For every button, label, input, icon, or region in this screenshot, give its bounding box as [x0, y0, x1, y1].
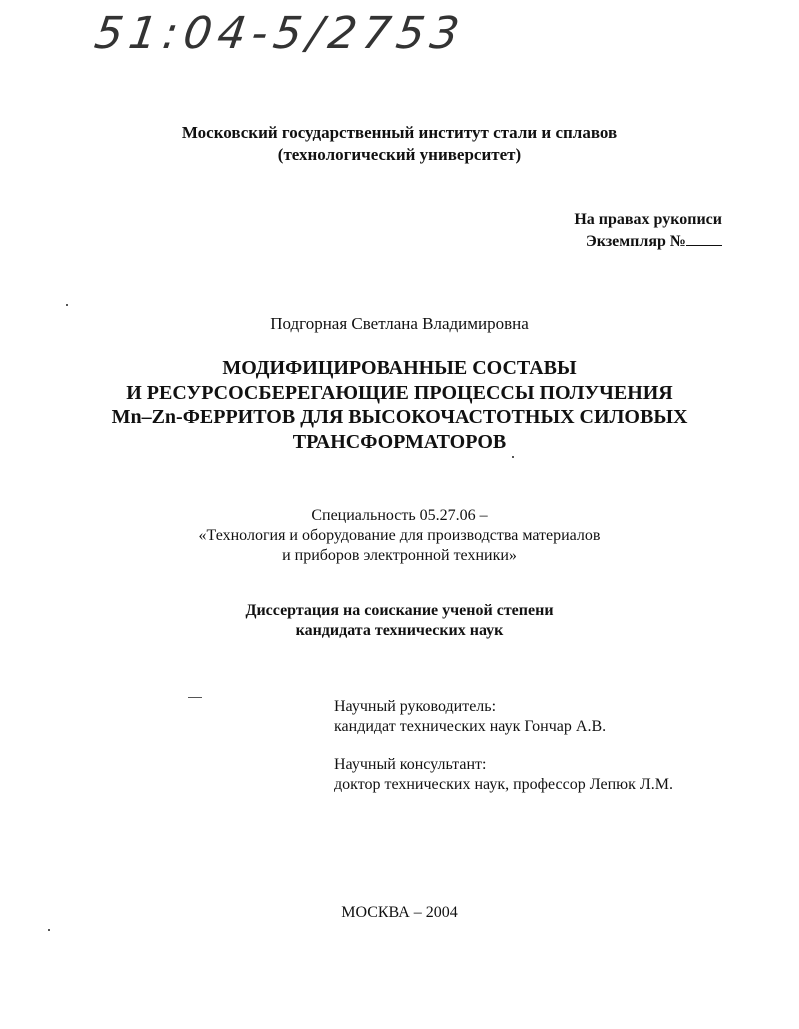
institute-name: [0, 122, 799, 166]
scan-speck: [188, 697, 202, 698]
title-line-4: ТРАНСФОРМАТОРОВ: [292, 430, 507, 453]
rights-line: На правах рукописи: [574, 211, 722, 228]
city-year: МОСКВА – 2004: [341, 904, 458, 921]
consultant-name: доктор технических наук, профессор Лепюк Л.М.: [334, 776, 673, 793]
degree-line-1: Диссертация на соискание ученой степени: [245, 602, 554, 619]
title-line-3: Mn–Zn-ФЕРРИТОВ ДЛЯ ВЫСОКОЧАСТОТНЫХ СИЛОВЫХ: [111, 406, 688, 428]
copy-number-line: [574, 231, 722, 253]
author-name: Подгорная Светлана Владимировна: [270, 314, 529, 333]
specialty-line-3: и приборов электронной техники»: [282, 547, 517, 564]
institute-line-2: (технологический университет): [277, 145, 522, 164]
specialty-line-1: Специальность 05.27.06 –: [311, 507, 488, 524]
dissertation-title: [0, 356, 799, 454]
title-line-1: МОДИФИЦИРОВАННЫЕ СОСТАВЫ: [222, 357, 577, 379]
specialty-line-2: «Технология и оборудование для производства материалов: [198, 527, 601, 544]
degree-line-2: кандидата технических наук: [295, 622, 504, 639]
degree-block: [0, 601, 799, 641]
supervisor-block: [334, 697, 606, 737]
scan-speck: [48, 929, 50, 931]
supervisor-name: кандидат технических наук Гончар А.В.: [334, 718, 607, 735]
copy-number-label: Экземпляр №: [585, 233, 686, 250]
manuscript-rights: [574, 209, 722, 253]
title-line-2: И РЕСУРСОСБЕРЕГАЮЩИЕ ПРОЦЕССЫ ПОЛУЧЕНИЯ: [126, 381, 673, 404]
supervisor-label: Научный руководитель:: [334, 698, 497, 715]
specialty-block: [0, 506, 799, 566]
consultant-label: Научный консультант:: [334, 756, 487, 773]
scan-speck: [512, 456, 514, 458]
scan-speck: [66, 304, 68, 306]
copy-number-blank: [686, 231, 722, 246]
consultant-block: [334, 755, 673, 795]
institute-line-1: Московский государственный институт стали и сплавов: [181, 123, 618, 142]
handwritten-archive-number: 51:04-5/2753: [91, 8, 469, 59]
